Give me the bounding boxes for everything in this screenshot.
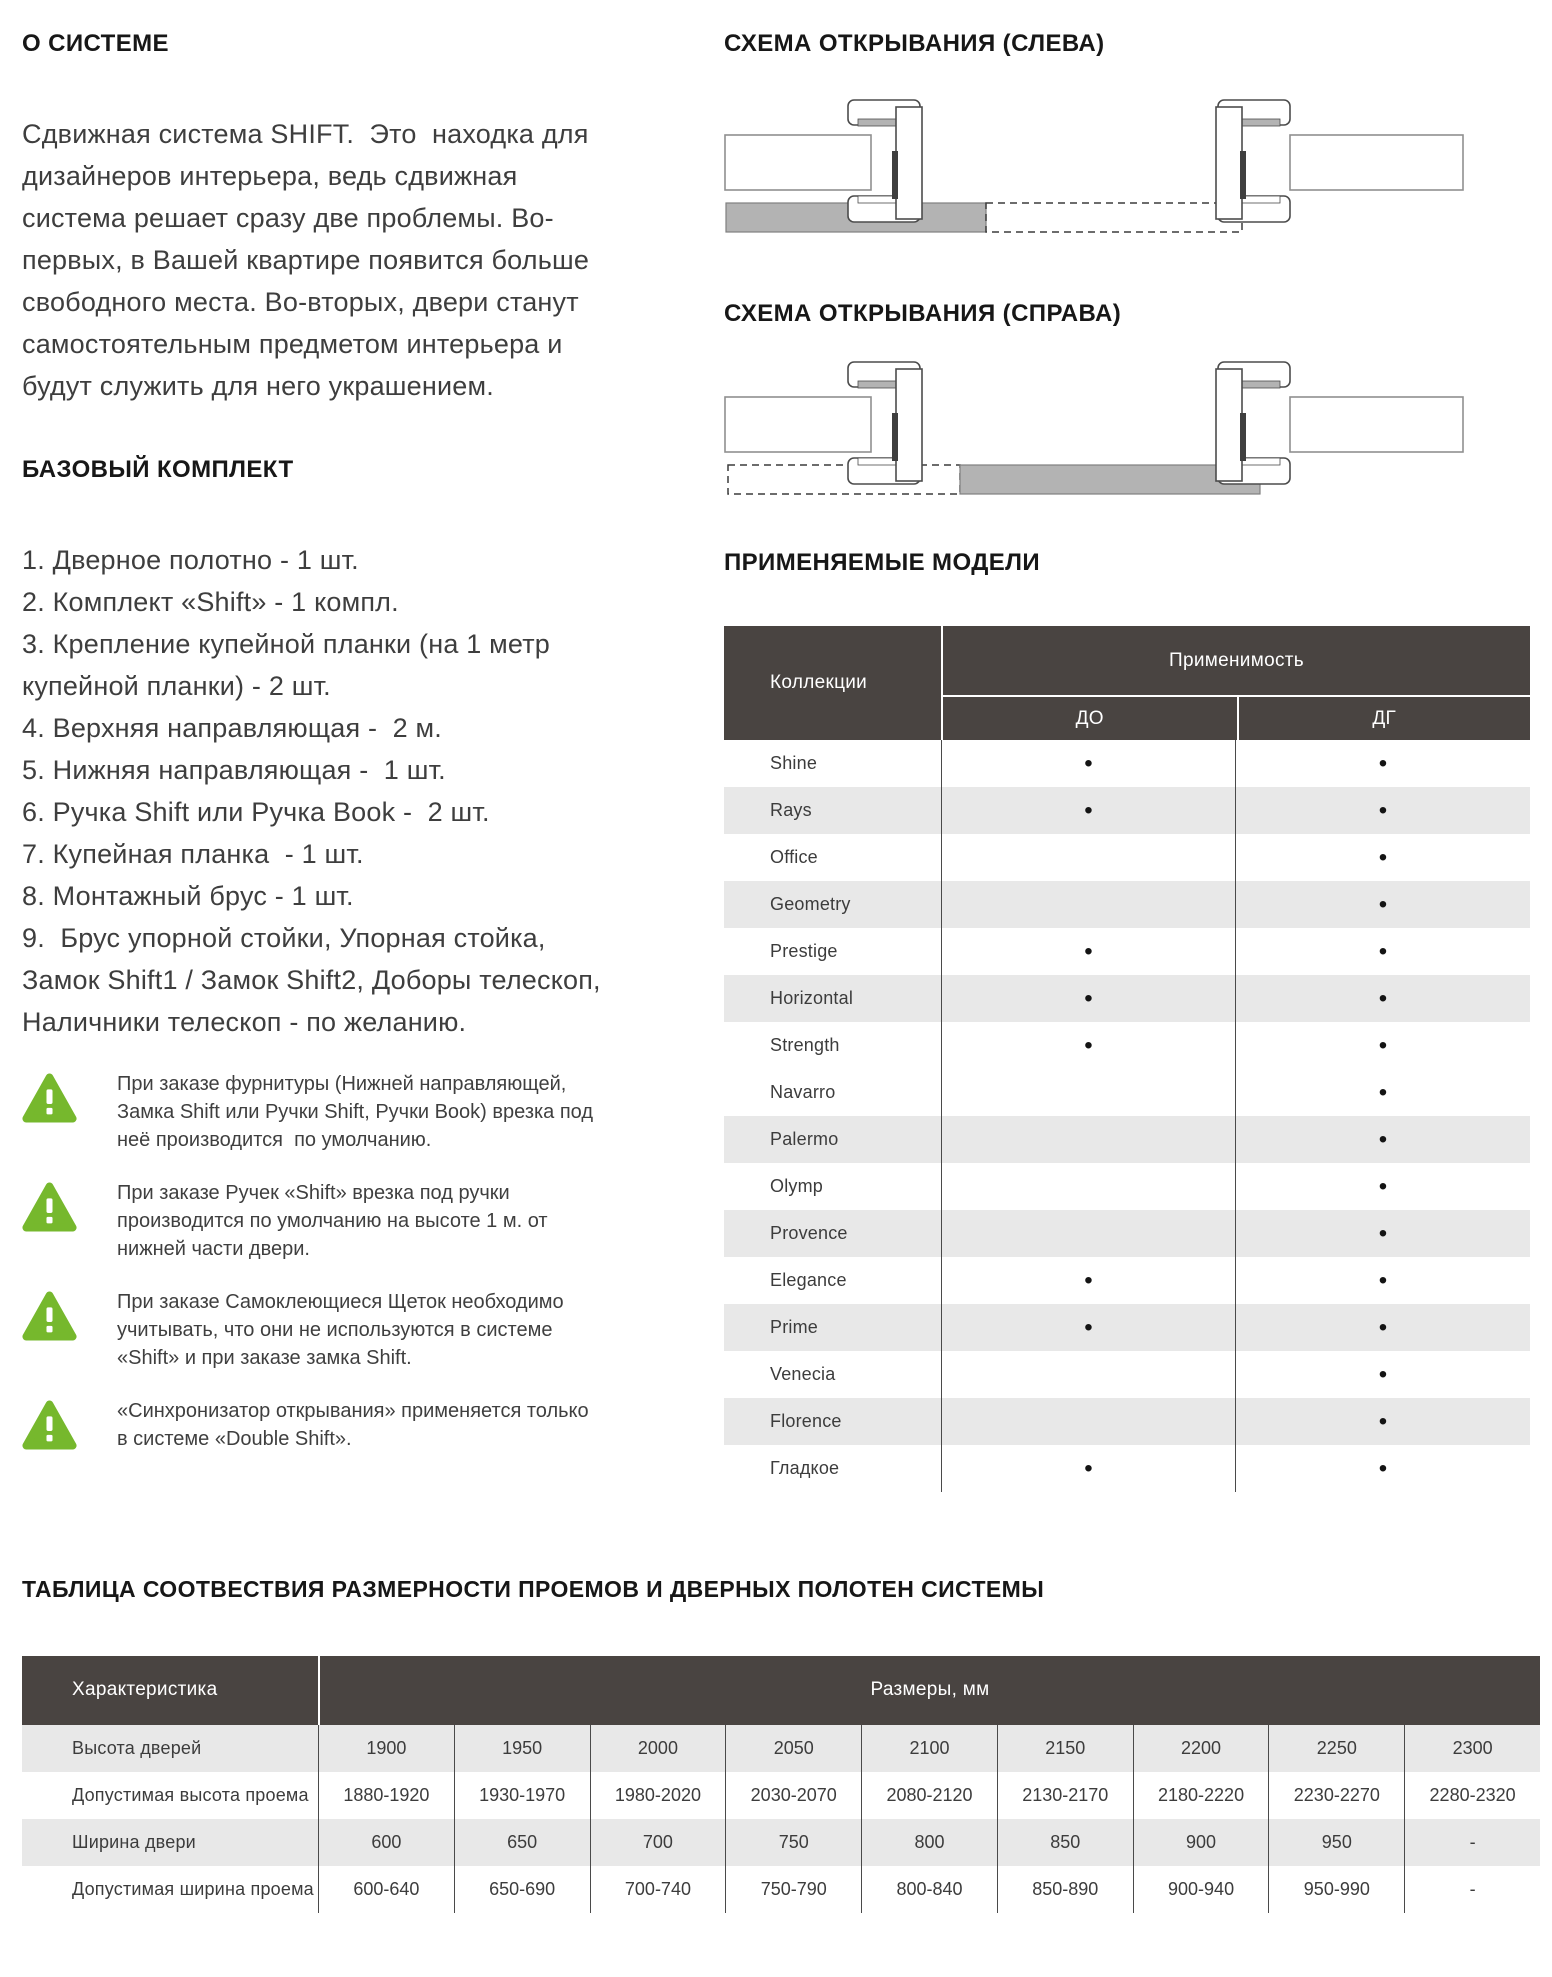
do-mark-cell: •: [941, 1257, 1235, 1304]
size-value-cell: 700: [590, 1819, 726, 1866]
size-value-cell: 750: [725, 1819, 861, 1866]
size-value-cell: -: [1404, 1819, 1540, 1866]
size-row: [22, 1819, 1540, 1866]
do-mark-cell: •: [941, 1304, 1235, 1351]
do-mark-cell: •: [941, 740, 1235, 787]
do-mark-cell: •: [941, 975, 1235, 1022]
door-leaf-closed-outline: [728, 465, 960, 494]
sizes-section: [22, 1576, 1540, 1913]
warning-triangle-icon: [22, 1182, 77, 1232]
warning-text: При заказе фурнитуры (Нижней направляющей, Замка Shift или Ручки Shift, Ручки Book) врезка под неё производится по умолчанию.: [117, 1072, 599, 1151]
opening-scheme-left-diagram: [724, 93, 1464, 243]
dimensions-header-cell: Размеры, мм: [318, 1656, 1540, 1725]
warning-triangle-icon: [22, 1291, 77, 1341]
opening-scheme-right-diagram: [724, 355, 1464, 505]
right-column: [724, 30, 1530, 1492]
kit-item: 8. Монтажный брус - 1 шт.: [22, 880, 354, 911]
scheme-right-title: СХЕМА ОТКРЫВАНИЯ (СПРАВА): [724, 299, 1122, 327]
size-value-cell: 1950: [454, 1725, 590, 1772]
dg-mark-cell: •: [1235, 1210, 1530, 1257]
warning-triangle-icon: [22, 1400, 77, 1450]
sizes-table: [22, 1656, 1540, 1913]
warning-text: При заказе Ручек «Shift» врезка под ручки производится по умолчанию на высоте 1 м. от нижней части двери.: [117, 1181, 554, 1260]
dg-mark-cell: •: [1235, 881, 1530, 928]
do-mark-cell: [941, 1398, 1235, 1445]
size-value-cell: 1930-1970: [454, 1772, 590, 1819]
kit-item: 1. Дверное полотно - 1 шт.: [22, 544, 359, 575]
model-row: [724, 787, 1530, 834]
size-value-cell: 800: [861, 1819, 997, 1866]
size-value-cell: 2180-2220: [1133, 1772, 1269, 1819]
sizes-table-header: [22, 1656, 1540, 1725]
size-value-cell: 1900: [318, 1725, 454, 1772]
model-row: [724, 1210, 1530, 1257]
size-value-cell: 950-990: [1268, 1866, 1404, 1913]
size-row: [22, 1866, 1540, 1913]
size-row-label: Допустимая ширина проема: [72, 1878, 314, 1899]
dg-mark-cell: •: [1235, 834, 1530, 881]
size-row-label: Ширина двери: [72, 1831, 196, 1852]
size-row-label: Допустимая высота проема: [72, 1784, 309, 1805]
warning-text: «Синхронизатор открывания» применяется только в системе «Double Shift».: [117, 1399, 595, 1450]
warning-note: [22, 1179, 622, 1263]
collection-name-cell: Prime: [770, 1317, 819, 1338]
size-value-cell: 2030-2070: [725, 1772, 861, 1819]
collection-name-cell: Rays: [770, 800, 812, 821]
size-value-cell: 600: [318, 1819, 454, 1866]
dg-mark-cell: •: [1235, 1304, 1530, 1351]
do-mark-cell: [941, 1163, 1235, 1210]
size-value-cell: 950: [1268, 1819, 1404, 1866]
warnings-list: [22, 1070, 622, 1453]
left-column: [22, 30, 622, 1478]
do-header-cell: ДО: [1075, 707, 1104, 729]
dg-mark-cell: •: [1235, 1163, 1530, 1210]
warning-triangle-icon: [22, 1073, 77, 1123]
characteristic-header-cell: Характеристика: [72, 1679, 218, 1701]
collection-name-cell: Shine: [770, 753, 818, 774]
collection-name-cell: Provence: [770, 1223, 848, 1244]
dg-header-cell: ДГ: [1237, 697, 1531, 740]
size-value-cell: 2250: [1268, 1725, 1404, 1772]
warning-text: При заказе Самоклеющиеся Щеток необходимо учитывать, что они не используются в системе «Shift» и при заказе замка Shift.: [117, 1290, 570, 1369]
size-value-cell: 2230-2270: [1268, 1772, 1404, 1819]
do-mark-cell: [941, 881, 1235, 928]
size-value-cell: 650: [454, 1819, 590, 1866]
size-value-cell: 750-790: [725, 1866, 861, 1913]
models-title: ПРИМЕНЯЕМЫЕ МОДЕЛИ: [724, 548, 1041, 576]
size-value-cell: 2150: [997, 1725, 1133, 1772]
do-mark-cell: [941, 1069, 1235, 1116]
collection-name-cell: Гладкое: [770, 1458, 840, 1479]
do-mark-cell: •: [941, 1022, 1235, 1069]
size-value-cell: 2200: [1133, 1725, 1269, 1772]
size-value-cell: 2280-2320: [1404, 1772, 1540, 1819]
dg-mark-cell: •: [1235, 1398, 1530, 1445]
about-paragraph: Сдвижная система SHIFT. Это находка для дизайнеров интерьера, ведь сдвижная система решает сразу две проблемы. Во-первых, в Вашей квартире появится больше свободного места. Во-вторых, двери станут самостоятельным предметом интерьера и будут служить для него украшением.: [22, 118, 597, 401]
model-row: [724, 881, 1530, 928]
kit-item: 9. Брус упорной стойки, Упорная стойка, Замок Shift1 / Замок Shift2, Доборы телескоп, Наличники телескоп - по желанию.: [22, 922, 609, 1037]
size-value-cell: 2000: [590, 1725, 726, 1772]
collection-name-cell: Office: [770, 847, 818, 868]
size-value-cell: 2130-2170: [997, 1772, 1133, 1819]
applicability-header-group: [941, 626, 1530, 740]
collection-name-cell: Geometry: [770, 894, 851, 915]
collection-name-cell: Prestige: [770, 941, 838, 962]
applicability-header-cell: Применимость: [1169, 649, 1304, 671]
scheme-left-title: СХЕМА ОТКРЫВАНИЯ (СЛЕВА): [724, 30, 1105, 57]
do-mark-cell: [941, 1210, 1235, 1257]
size-value-cell: 650-690: [454, 1866, 590, 1913]
applicability-subheader: [943, 695, 1530, 740]
about-title: О СИСТЕМЕ: [22, 30, 169, 57]
collection-name-cell: Navarro: [770, 1082, 836, 1103]
size-value-cell: 700-740: [590, 1866, 726, 1913]
dg-mark-cell: •: [1235, 1257, 1530, 1304]
size-row-label: Высота дверей: [72, 1737, 202, 1758]
collection-name-cell: Strength: [770, 1035, 840, 1056]
warning-note: [22, 1397, 622, 1453]
size-value-cell: 850: [997, 1819, 1133, 1866]
model-row: [724, 1445, 1530, 1492]
collections-header-cell: Коллекции: [770, 672, 868, 694]
door-leaf-open: [960, 465, 1260, 494]
model-row: [724, 1304, 1530, 1351]
size-value-cell: 850-890: [997, 1866, 1133, 1913]
door-leaf-closed-outline: [986, 203, 1242, 232]
dg-mark-cell: •: [1235, 1445, 1530, 1492]
model-row: [724, 1022, 1530, 1069]
dg-mark-cell: •: [1235, 975, 1530, 1022]
kit-item: 2. Комплект «Shift» - 1 компл.: [22, 586, 399, 617]
model-row: [724, 1351, 1530, 1398]
kit-item: 4. Верхняя направляющая - 2 м.: [22, 712, 442, 743]
collection-name-cell: Elegance: [770, 1270, 847, 1291]
collection-name-cell: Olymp: [770, 1176, 824, 1197]
model-row: [724, 1116, 1530, 1163]
kit-item: 5. Нижняя направляющая - 1 шт.: [22, 754, 446, 785]
do-mark-cell: •: [941, 1445, 1235, 1492]
size-row: [22, 1725, 1540, 1772]
do-mark-cell: [941, 1351, 1235, 1398]
models-table-header: [724, 626, 1530, 740]
dg-mark-cell: •: [1235, 1022, 1530, 1069]
warning-note: [22, 1288, 622, 1372]
collection-name-cell: Palermo: [770, 1129, 839, 1150]
size-value-cell: 1980-2020: [590, 1772, 726, 1819]
size-value-cell: 800-840: [861, 1866, 997, 1913]
kit-item: 3. Крепление купейной планки (на 1 метр купейной планки) - 2 шт.: [22, 628, 558, 701]
size-row: [22, 1772, 1540, 1819]
model-row: [724, 834, 1530, 881]
do-mark-cell: •: [941, 928, 1235, 975]
do-mark-cell: [941, 834, 1235, 881]
dg-mark-cell: •: [1235, 1069, 1530, 1116]
size-value-cell: 2100: [861, 1725, 997, 1772]
model-row: [724, 1398, 1530, 1445]
size-value-cell: 1880-1920: [318, 1772, 454, 1819]
size-value-cell: 900-940: [1133, 1866, 1269, 1913]
dg-mark-cell: •: [1235, 1116, 1530, 1163]
model-row: [724, 975, 1530, 1022]
kit-item: 6. Ручка Shift или Ручка Book - 2 шт.: [22, 796, 490, 827]
do-mark-cell: •: [941, 787, 1235, 834]
sizes-title: ТАБЛИЦА СООТВЕСТВИЯ РАЗМЕРНОСТИ ПРОЕМОВ И ДВЕРНЫХ ПОЛОТЕН СИСТЕМЫ: [22, 1576, 1045, 1602]
warning-note: [22, 1070, 622, 1154]
base-kit-title: БАЗОВЫЙ КОМПЛЕКТ: [22, 455, 294, 483]
models-table-body: [724, 740, 1530, 1492]
dg-mark-cell: •: [1235, 928, 1530, 975]
size-value-cell: 2300: [1404, 1725, 1540, 1772]
dg-mark-cell: •: [1235, 787, 1530, 834]
size-value-cell: -: [1404, 1866, 1540, 1913]
model-row: [724, 928, 1530, 975]
model-row: [724, 1069, 1530, 1116]
dg-mark-cell: •: [1235, 1351, 1530, 1398]
collection-name-cell: Venecia: [770, 1364, 836, 1385]
base-kit-list: [22, 539, 622, 1043]
model-row: [724, 1257, 1530, 1304]
collection-name-cell: Horizontal: [770, 988, 854, 1009]
collection-name-cell: Florence: [770, 1411, 842, 1432]
size-value-cell: 2080-2120: [861, 1772, 997, 1819]
do-mark-cell: [941, 1116, 1235, 1163]
size-value-cell: 900: [1133, 1819, 1269, 1866]
model-row: [724, 740, 1530, 787]
size-value-cell: 2050: [725, 1725, 861, 1772]
model-row: [724, 1163, 1530, 1210]
models-table: [724, 626, 1530, 1492]
size-value-cell: 600-640: [318, 1866, 454, 1913]
dg-mark-cell: •: [1235, 740, 1530, 787]
kit-item: 7. Купейная планка - 1 шт.: [22, 838, 364, 869]
